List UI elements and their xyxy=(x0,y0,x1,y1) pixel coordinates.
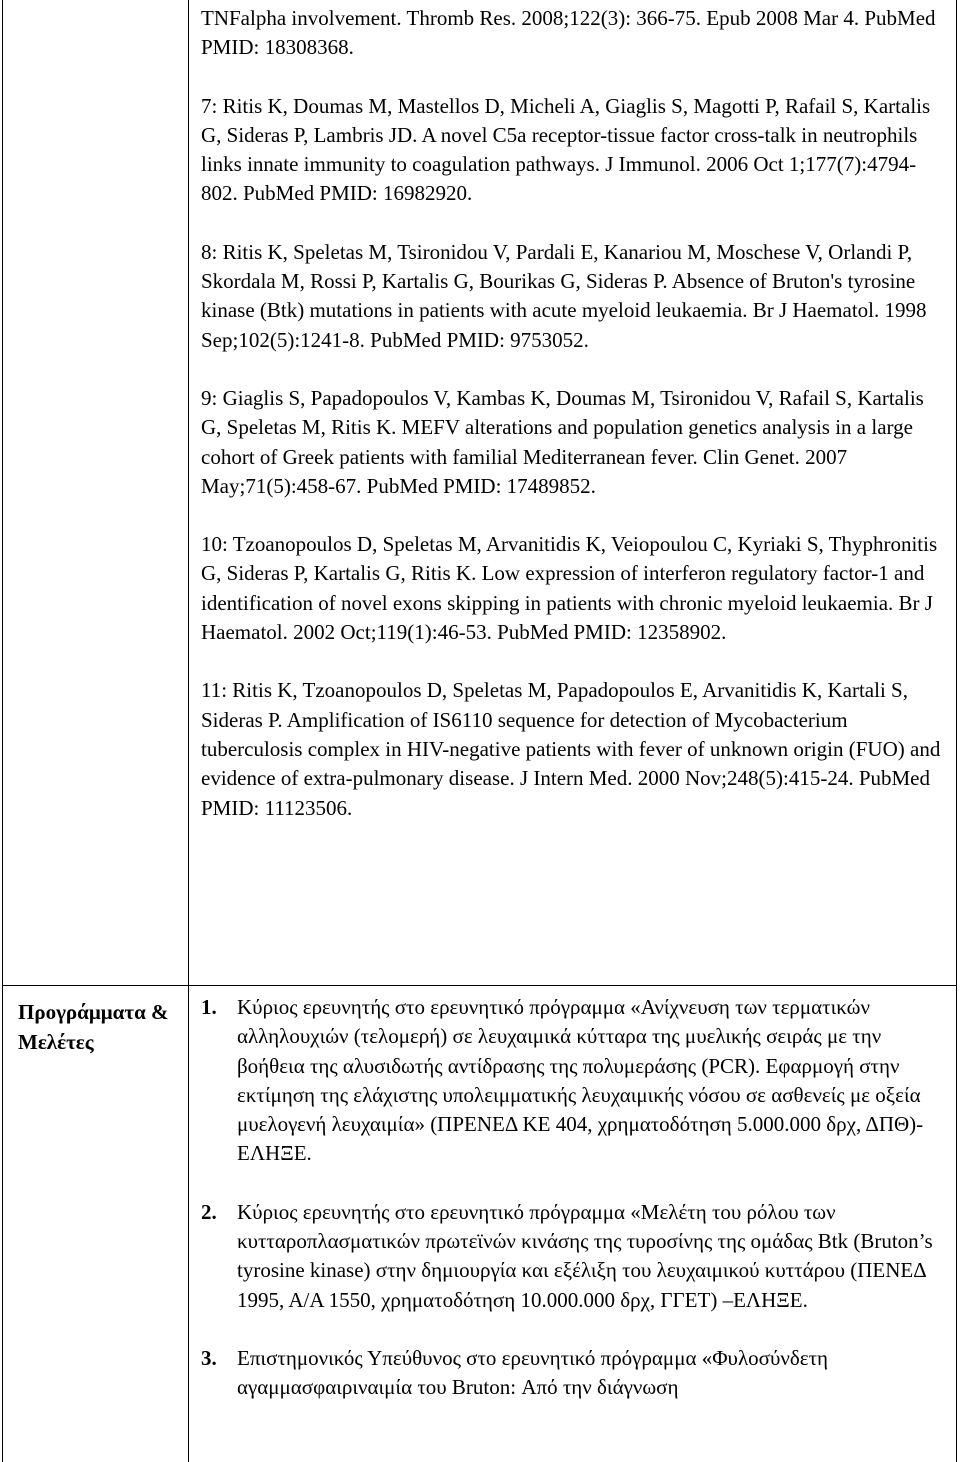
program-item xyxy=(201,993,946,1169)
publication-list xyxy=(201,4,946,852)
program-item xyxy=(201,1344,946,1403)
program-item xyxy=(201,1198,946,1315)
publication-entry: 9: Giaglis S, Papadopoulos V, Kambas K, Doumas M, Tsironidou V, Rafail S, Kartalis G, Speletas M, Ritis K. MEFV alterations and population genetics analysis in a large cohort of Greek patients with familial Mediterranean fever. Clin Genet. 2007 May;71(5):458-67. PubMed PMID: 17489852. xyxy=(201,385,924,498)
publication-entry: TNFalpha involvement. Thromb Res. 2008;122(3): 366-75. Epub 2008 Mar 4. PubMed PMID: 18308368. xyxy=(201,6,936,60)
publication-entry: 10: Tzoanopoulos D, Speletas M, Arvanitidis K, Veiopoulou C, Kyriaki S, Thyphronitis G, Sideras P, Kartalis G, Ritis K. Low expression of interferon regulatory factor-1 and identification of novel exons skipping in patients with chronic myeloid leukaemia. Br J Haematol. 2002 Oct;119(1):46-53. PubMed PMID: 12358902. xyxy=(201,532,938,645)
programs-list xyxy=(201,993,946,1403)
program-number: 3. xyxy=(201,1345,217,1370)
table-border-right xyxy=(956,0,957,1462)
program-text: Επιστημονικός Υπεύθυνος στο ερευνητικό πρόγραμμα «Φυλοσύνδετη αγαμμασφαιριναιμία του Bruton: Από την διάγνωση xyxy=(237,1345,828,1400)
table-border-left xyxy=(2,0,3,1462)
table-row-divider xyxy=(2,985,957,986)
table-border-middle xyxy=(188,0,189,1462)
publication-entry: 11: Ritis K, Tzoanopoulos D, Speletas M, Papadopoulos E, Arvanitidis K, Kartali S, Sideras P. Amplification of IS6110 sequence for detection of Mycobacterium tuberculosis complex in HIV-negative patients with fever of unknown origin (FUO) and evidence of extra-pulmonary disease. J Intern Med. 2000 Nov;248(5):415-24. PubMed PMID: 11123506. xyxy=(201,678,941,820)
publication-entry: 7: Ritis K, Doumas M, Mastellos D, Micheli A, Giaglis S, Magotti P, Rafail S, Kartalis G, Sideras P, Lambris JD. A novel C5a receptor-tissue factor cross-talk in neutrophils links innate immunity to coagulation pathways. J Immunol. 2006 Oct 1;177(7):4794-802. PubMed PMID: 16982920. xyxy=(201,93,931,206)
program-number: 1. xyxy=(201,995,217,1019)
programs-section-label: Προγράμματα & Μελέτες xyxy=(18,1000,169,1054)
program-number: 2. xyxy=(201,1199,217,1224)
publication-entry: 8: Ritis K, Speletas M, Tsironidou V, Pardali E, Kanariou M, Moschese V, Orlandi P, Skordala M, Rossi P, Kartalis G, Bourikas G, Sideras P. Absence of Bruton's tyrosine kinase (Btk) mutations in patients with acute myeloid leukaemia. Br J Haematol. 1998 Sep;102(5):1241-8. PubMed PMID: 9753052. xyxy=(201,239,927,352)
program-text: Κύριος ερευνητής στο ερευνητικό πρόγραμμα «Μελέτη του ρόλου των κυτταροπλασματικών πρωτεϊνών κινάσης της τυροσίνης της ομάδας Btk (Bruton’s tyrosine kinase) στην δημιουργία και εξέλιξη του λευχαιμικού κυττάρου (ΠΕΝΕΔ 1995, Α/Α 1550, χρηματοδότηση 10.000.000 δρχ, ΓΓΕΤ) –ΕΛΗΞΕ. xyxy=(237,1199,933,1312)
program-text: Κύριος ερευνητής στο ερευνητικό πρόγραμμα «Ανίχνευση των τερματικών αλληλουχιών (τελομερή) σε λευχαιμικά κύτταρα της μυελικής σειράς με την βοήθεια της αλυσιδωτής αντίδρασης της πολυμεράσης (PCR). Εφαρμογή στην εκτίμηση της ελάχιστης υπολειμματικής λευχαιμικής νόσου σε ασθενείς με οξεία μυελογενή λευχαιμία» (ΠΡΕΝΕΔ ΚΕ 404, χρηματοδότηση 5.000.000 δρχ, ΔΠΘ)- ΕΛΗΞΕ. xyxy=(237,995,924,1166)
